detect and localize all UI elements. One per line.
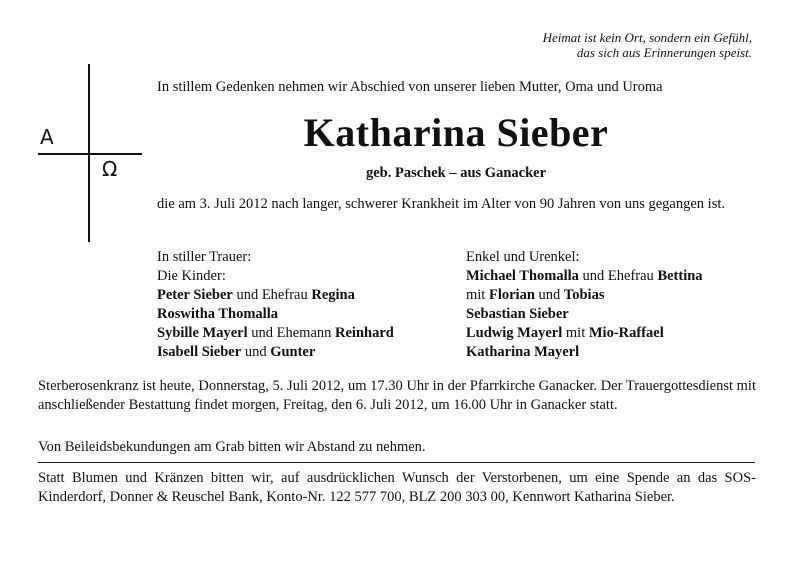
mourner-line: Michael Thomalla und Ehefrau Bettina bbox=[466, 268, 703, 284]
grandchildren-heading: Enkel und Urenkel: bbox=[466, 249, 580, 265]
mourner-line: Peter Sieber und Ehefrau Regina bbox=[157, 287, 355, 303]
mourner-line: mit Florian und Tobias bbox=[466, 287, 605, 303]
children-heading: Die Kinder: bbox=[157, 268, 226, 284]
alpha-symbol-icon: A bbox=[40, 125, 54, 149]
funeral-details: Sterberosenkranz ist heute, Donnerstag, 5. Juli 2012, um 17.30 Uhr in der Pfarrkirche Ganacker. Der Trauergottesdienst mit anschließender Bestattung findet morgen, Freitag, den 6. Juli 2012, um 16.00 Uhr in Ganacker statt. bbox=[38, 378, 756, 413]
omega-symbol-icon: Ω bbox=[102, 157, 118, 181]
mourners-right-column bbox=[466, 248, 756, 362]
mourner-line: Sebastian Sieber bbox=[466, 306, 569, 322]
mourner-line: Katharina Mayerl bbox=[466, 344, 580, 360]
mourners-heading: In stiller Trauer: bbox=[157, 249, 252, 265]
motto-quote bbox=[452, 30, 752, 60]
mourner-line: Isabell Sieber und Gunter bbox=[157, 344, 316, 360]
motto-line-2: das sich aus Erinnerungen speist. bbox=[576, 45, 752, 60]
deceased-name: Katharina Sieber bbox=[303, 110, 609, 155]
death-text: die am 3. Juli 2012 nach langer, schwerer Krankheit im Alter von 90 Jahren von uns gegangen ist. bbox=[157, 196, 725, 212]
intro-text: In stillem Gedenken nehmen wir Abschied von unserer lieben Mutter, Oma und Uroma bbox=[157, 79, 663, 95]
mourner-line: Roswitha Thomalla bbox=[157, 306, 278, 322]
cross-horizontal-bar bbox=[38, 153, 142, 155]
mourner-line: Ludwig Mayerl mit Mio-Raffael bbox=[466, 325, 664, 341]
donation-request: Statt Blumen und Kränzen bitten wir, auf ausdrücklichen Wunsch der Verstorbenen, um eine Spende an das SOS-Kinderdorf, Donner & Reuschel Bank, Konto-Nr. 122 577 700, BLZ 200 303 00, Kennwort Katharina Sieber. bbox=[38, 470, 756, 505]
maiden-name-origin: geb. Paschek – aus Ganacker bbox=[365, 165, 547, 181]
motto-line-1: Heimat ist kein Ort, sondern ein Gefühl, bbox=[542, 30, 752, 45]
divider-line bbox=[38, 462, 755, 463]
condolence-note: Von Beileidsbekundungen am Grab bitten wir Abstand zu nehmen. bbox=[38, 439, 426, 455]
mourner-line: Sybille Mayerl und Ehemann Reinhard bbox=[157, 325, 394, 341]
mourners-left-column bbox=[157, 248, 462, 362]
